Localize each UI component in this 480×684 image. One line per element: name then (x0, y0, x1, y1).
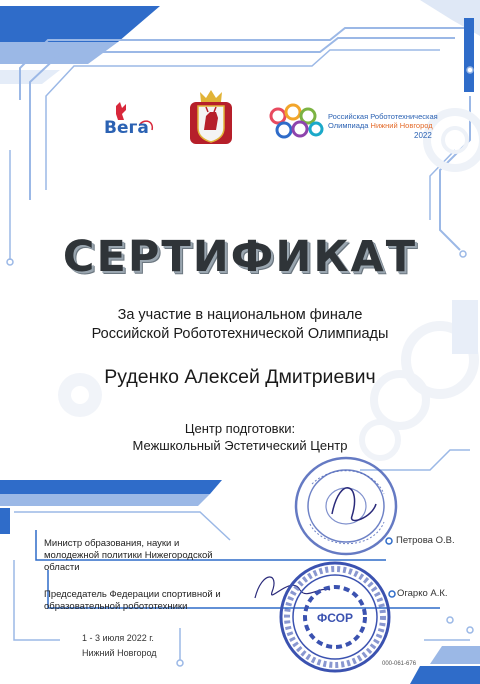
olympiad-logo (266, 102, 446, 148)
training-center-name: Межшкольный Эстетический Центр (132, 438, 348, 453)
official-stamp-fsor (278, 560, 392, 674)
event-city: Нижний Новгород (82, 648, 157, 658)
signatory2-name: Огарко А.К. (397, 588, 448, 599)
event-date: 1 - 3 июля 2022 г. (82, 633, 154, 643)
nizhny-novgorod-coat-of-arms-icon (188, 88, 234, 148)
certificate-title: СЕРТИФИКАТ (62, 232, 418, 282)
gears-icon (266, 102, 326, 142)
stamp-abbreviation: ФСОР (317, 611, 353, 625)
olympiad-logo-line1: Российская Робототехническая (328, 112, 438, 121)
participation-line1: За участие в национальном финале (117, 307, 363, 323)
serial-number: 000-061-676 (382, 661, 417, 667)
training-center-label: Центр подготовки: (184, 421, 296, 436)
vega-logo-text: Вега (104, 118, 149, 138)
signatory1-position: Министр образования, науки и молодежной политики Нижегородской области (44, 538, 213, 573)
official-stamp-ministry (292, 454, 400, 558)
olympiad-logo-year: 2022 (414, 131, 432, 140)
signatory2-position: Председатель Федерации спортивной и образовательной робототехники (44, 589, 221, 612)
participation-line2: Российской Робототехнической Олимпиады (91, 326, 389, 342)
vega-logo (100, 100, 160, 140)
signatory1-name: Петрова О.В. (396, 535, 455, 546)
recipient-name: Руденко Алексей Дмитриевич (104, 366, 376, 388)
olympiad-logo-line2: Олимпиада Нижний Новгород (328, 121, 433, 130)
coat-of-arms-logo (188, 88, 234, 148)
